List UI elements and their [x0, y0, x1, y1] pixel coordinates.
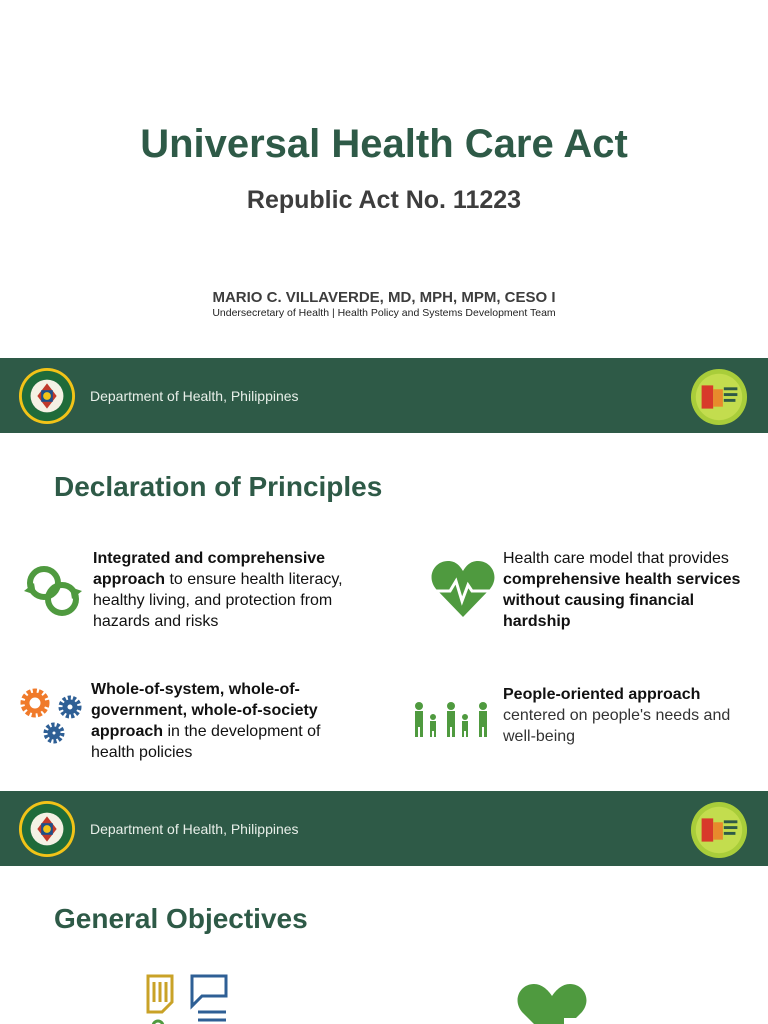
principle-people-oriented [503, 684, 743, 747]
principle-bold: Integrated and comprehensive approach [93, 550, 326, 588]
title-slide [0, 0, 768, 358]
hands-cooperation-icon [142, 972, 232, 1024]
doh-seal-icon [18, 367, 76, 425]
section-title: General Objectives [54, 903, 308, 934]
principle-text: centered on people's needs and well-being [503, 707, 731, 745]
family-icon [409, 701, 495, 739]
doh-seal-icon [18, 800, 76, 858]
footer-band [0, 791, 768, 866]
principle-text: to ensure health literacy, healthy living, and protection from hazards and risks [93, 571, 343, 630]
principles-slide [0, 433, 768, 791]
heart-pulse-icon [430, 559, 496, 619]
objectives-slide [0, 866, 768, 1024]
uhc-logo-icon [690, 368, 748, 426]
principle-bold: comprehensive health services without causing financial hardship [503, 571, 741, 630]
principle-whole-of-system [91, 679, 361, 763]
author-name: MARIO C. VILLAVERDE, MD, MPH, MPM, CESO I [212, 289, 556, 306]
principle-integrated [93, 548, 383, 632]
principle-text: in the development of health policies [91, 723, 321, 761]
gears-icon [18, 685, 86, 747]
principle-health-model [503, 548, 753, 632]
section-title: Declaration of Principles [54, 471, 383, 502]
principle-text: Health care model that provides [503, 550, 729, 567]
uhc-logo-icon [690, 801, 748, 859]
department-label: Department of Health, Philippines [90, 821, 299, 837]
slide-subtitle: Republic Act No. 11223 [246, 186, 522, 214]
author-role: Undersecretary of Health | Health Policy and Systems Development Team [212, 307, 556, 319]
heart-icon [512, 982, 592, 1024]
integrated-arrows-icon [22, 561, 84, 621]
principle-bold: Whole-of-system, whole-of-government, whole-of-society approach [91, 681, 318, 740]
slide-title: Universal Health Care Act [140, 122, 628, 166]
department-label: Department of Health, Philippines [90, 388, 299, 404]
footer-band [0, 358, 768, 433]
principle-bold: People-oriented approach [503, 686, 701, 703]
